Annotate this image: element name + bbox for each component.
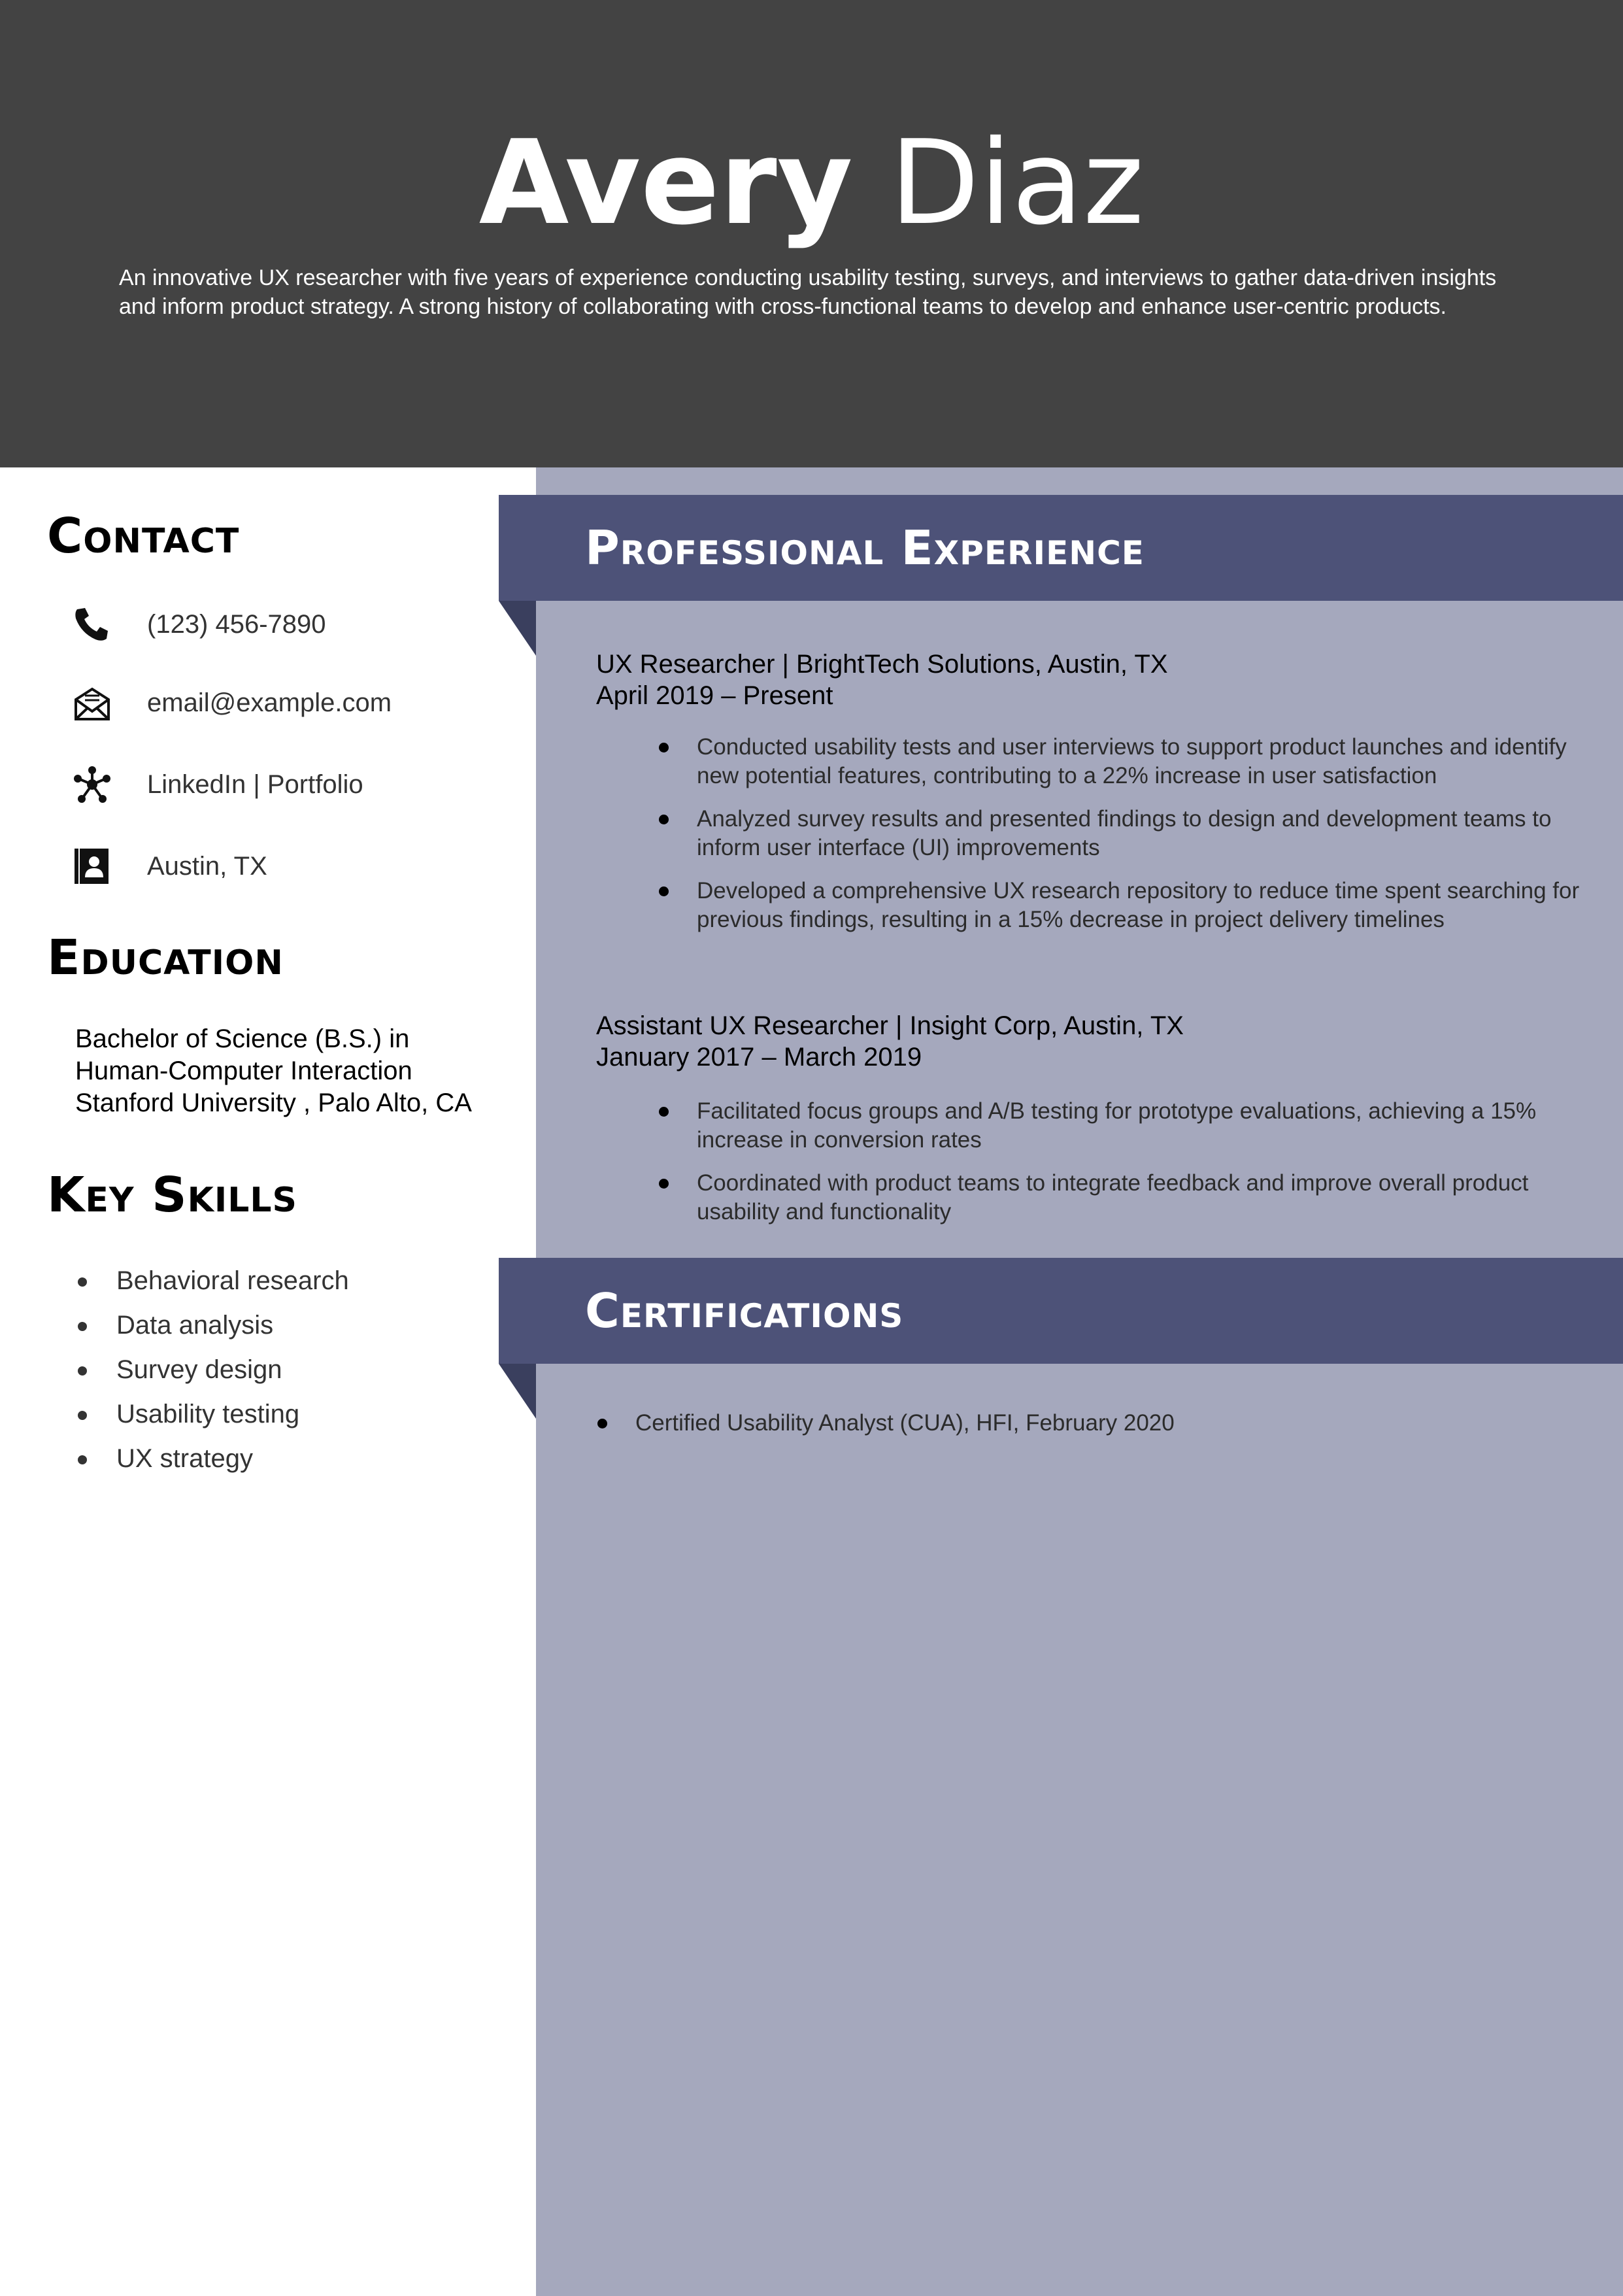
skills-list bbox=[75, 1258, 349, 1481]
job-title: Assistant UX Researcher | Insight Corp, Austin, TX bbox=[596, 1011, 1184, 1040]
certifications-banner bbox=[499, 1258, 1623, 1364]
candidate-name bbox=[0, 111, 1623, 255]
phone-text: (123) 456-7890 bbox=[147, 610, 326, 639]
major-line: Human-Computer Interaction bbox=[75, 1056, 412, 1085]
contact-email[interactable] bbox=[72, 680, 529, 726]
envelope-icon bbox=[72, 684, 112, 722]
skills-heading: Key Skills bbox=[47, 1167, 297, 1223]
contact-heading: Contact bbox=[47, 508, 240, 564]
job-dates: April 2019 – Present bbox=[596, 681, 833, 710]
experience-heading: Professional Experience bbox=[585, 520, 1145, 575]
contact-phone bbox=[72, 601, 529, 647]
job-bullet: Developed a comprehensive UX research repository to reduce time spent searching for previous findings, resulting in a 15% decrease in project delivery timelines bbox=[658, 877, 1586, 934]
job-bullets bbox=[658, 733, 1586, 949]
job-bullets bbox=[658, 1097, 1586, 1241]
school-line: Stanford University , Palo Alto, CA bbox=[75, 1089, 472, 1117]
phone-icon bbox=[72, 605, 112, 643]
banner-fold bbox=[499, 1364, 536, 1419]
job-bullet: Conducted usability tests and user interviews to support product launches and identify new potential features, contributing to a 22% increase in user satisfaction bbox=[658, 733, 1586, 790]
skill-item: Usability testing bbox=[75, 1392, 349, 1436]
job-dates: January 2017 – March 2019 bbox=[596, 1043, 922, 1072]
job-bullet: Coordinated with product teams to integrate feedback and improve overall product usability and functionality bbox=[658, 1169, 1586, 1226]
experience-banner bbox=[499, 495, 1623, 601]
skill-item: Survey design bbox=[75, 1347, 349, 1392]
last-name: Diaz bbox=[890, 115, 1145, 250]
certification-item: Certified Usability Analyst (CUA), HFI, February 2020 bbox=[596, 1409, 1577, 1438]
job-bullet: Analyzed survey results and presented findings to design and development teams to inform user interface (UI) improvements bbox=[658, 805, 1586, 862]
network-icon bbox=[72, 766, 112, 803]
links-text[interactable]: LinkedIn | Portfolio bbox=[147, 770, 363, 799]
education-entry bbox=[75, 1023, 472, 1119]
education-heading: Education bbox=[47, 930, 284, 986]
certifications-heading: Certifications bbox=[585, 1283, 904, 1338]
skill-item: Data analysis bbox=[75, 1303, 349, 1347]
skill-item: UX strategy bbox=[75, 1436, 349, 1481]
email-text[interactable]: email@example.com bbox=[147, 688, 392, 717]
banner-fold bbox=[499, 601, 536, 656]
location-text: Austin, TX bbox=[147, 852, 267, 881]
contact-links[interactable] bbox=[72, 762, 529, 807]
skill-item: Behavioral research bbox=[75, 1258, 349, 1303]
address-book-icon bbox=[72, 847, 112, 885]
resume-header bbox=[0, 0, 1623, 467]
job-title: UX Researcher | BrightTech Solutions, Austin, TX bbox=[596, 650, 1168, 679]
job-bullet: Facilitated focus groups and A/B testing for prototype evaluations, achieving a 15% increase in conversion rates bbox=[658, 1097, 1586, 1155]
profile-summary: An innovative UX researcher with five years of experience conducting usability testing, surveys, and interviews to gather data-driven insights and inform product strategy. A strong history of collaborating with cross-functional teams to develop and enhance user-centric products. bbox=[119, 265, 1497, 319]
certifications-list bbox=[596, 1409, 1577, 1438]
contact-location bbox=[72, 843, 529, 889]
degree-line: Bachelor of Science (B.S.) in bbox=[75, 1024, 410, 1053]
first-name: Avery bbox=[478, 115, 853, 250]
